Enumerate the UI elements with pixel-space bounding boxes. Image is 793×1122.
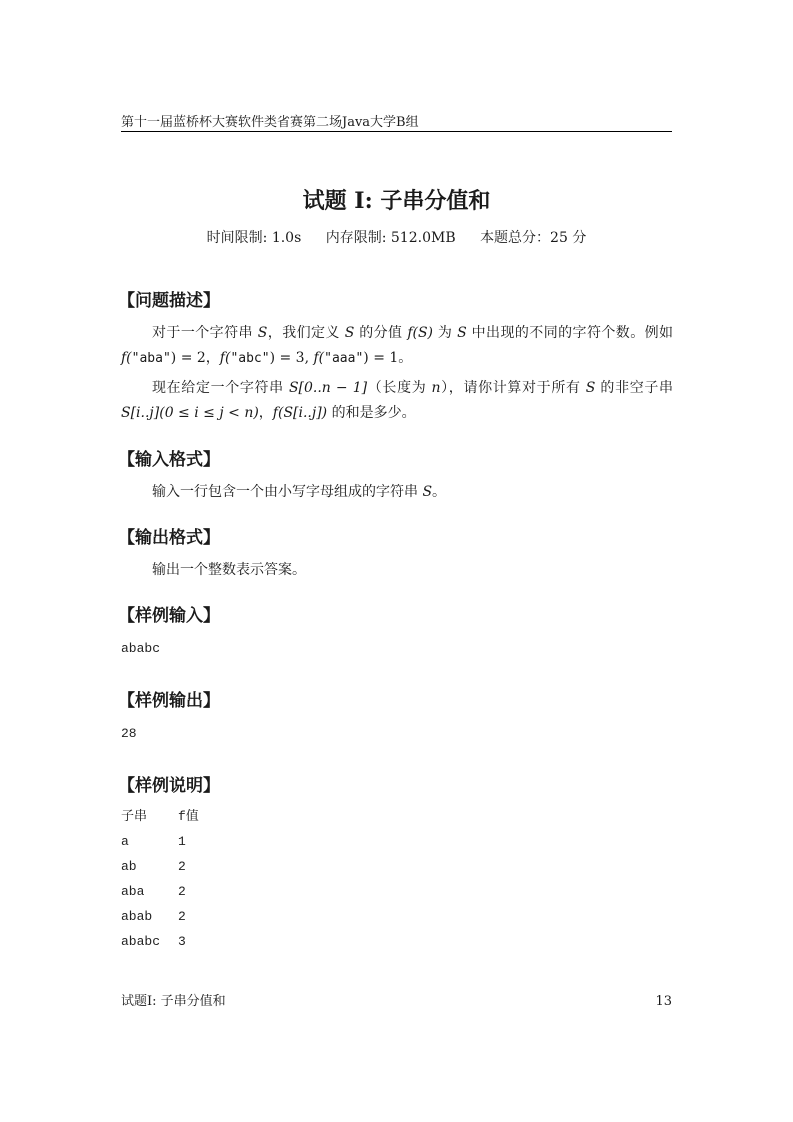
math-n: n bbox=[431, 380, 441, 396]
f-value-cell: 2 bbox=[178, 859, 186, 874]
f-value-cell: 2 bbox=[178, 909, 186, 924]
problem-limits bbox=[0, 228, 793, 248]
f-value-cell: 3 bbox=[178, 934, 186, 949]
text: ，我们定义 bbox=[267, 325, 345, 341]
output-format-heading: 【输出格式】 bbox=[118, 528, 220, 548]
text: 的和是多少。 bbox=[327, 405, 416, 421]
example-value: ) = 1。 bbox=[363, 350, 413, 366]
example-value: ) = 3, bbox=[269, 350, 314, 366]
math-f: f( bbox=[219, 350, 231, 366]
text: 的分值 bbox=[354, 325, 408, 341]
text: ），请你计算对于所有 bbox=[440, 380, 586, 396]
math-S: S bbox=[257, 325, 268, 341]
problem-title bbox=[0, 186, 793, 217]
page-footer bbox=[121, 993, 672, 1011]
description-heading: 【问题描述】 bbox=[118, 291, 220, 311]
substring-cell: aba bbox=[121, 884, 145, 899]
table-row bbox=[121, 933, 199, 958]
header-rule bbox=[121, 131, 672, 132]
memory-limit: 内存限制: 512.0MB bbox=[325, 230, 456, 246]
example-value: ) = 2， bbox=[170, 350, 220, 366]
time-limit: 时间限制: 1.0s bbox=[206, 230, 302, 246]
math-f: f( bbox=[121, 350, 132, 366]
input-format-text bbox=[121, 480, 673, 505]
substring-cell: ababc bbox=[121, 934, 161, 949]
page-number: 13 bbox=[655, 994, 672, 1009]
title-letter: I: bbox=[354, 188, 373, 214]
sample-input-heading: 【样例输入】 bbox=[118, 606, 220, 626]
substring-cell: abab bbox=[121, 909, 153, 924]
table-header-row bbox=[121, 808, 199, 833]
example-arg: "abc" bbox=[230, 351, 270, 366]
text: 中出现的不同的字符个数。例如 bbox=[466, 325, 674, 341]
text: 。 bbox=[432, 484, 447, 500]
math-S: S bbox=[457, 325, 467, 341]
footer-title: 试题I: 子串分值和 bbox=[121, 994, 226, 1009]
sample-explanation-table bbox=[121, 808, 199, 958]
text: 输入一行包含一个由小写字母组成的字符串 bbox=[152, 484, 423, 500]
example-arg: "aba" bbox=[131, 351, 171, 366]
running-header: 第十一届蓝桥杯大赛软件类省赛第二场Java大学B组 bbox=[121, 115, 419, 130]
math-S: S bbox=[585, 380, 596, 396]
f-value-cell: 1 bbox=[178, 834, 186, 849]
text: 对于一个字符串 bbox=[152, 325, 258, 341]
math-S: S bbox=[344, 325, 355, 341]
substring-cell: a bbox=[121, 834, 129, 849]
table-row bbox=[121, 908, 199, 933]
total-score: 本题总分：25 分 bbox=[480, 230, 587, 246]
table-row bbox=[121, 858, 199, 883]
math-fS: f(S) bbox=[407, 325, 434, 341]
sample-output-value: 28 bbox=[121, 726, 137, 741]
text: 为 bbox=[433, 325, 458, 341]
sample-output-heading: 【样例输出】 bbox=[118, 691, 220, 711]
column-header-f-value: f值 bbox=[178, 809, 199, 824]
description-paragraph-1 bbox=[121, 321, 673, 371]
text: 的非空子串 bbox=[595, 380, 674, 396]
example-arg: "aaa" bbox=[324, 351, 364, 366]
text: （长度为 bbox=[367, 380, 432, 396]
text: ， bbox=[258, 405, 273, 421]
substring-cell: ab bbox=[121, 859, 137, 874]
sample-input-value: ababc bbox=[121, 641, 161, 656]
math-f-substring: f(S[i..j]) bbox=[272, 405, 328, 421]
title-name: 子串分值和 bbox=[380, 189, 491, 214]
table-row bbox=[121, 833, 199, 858]
table-row bbox=[121, 883, 199, 908]
math-f: f( bbox=[313, 350, 325, 366]
title-prefix: 试题 bbox=[302, 189, 347, 214]
math-substring: S[i..j](0 ≤ i ≤ j < n) bbox=[121, 405, 259, 421]
output-format-text: 输出一个整数表示答案。 bbox=[152, 562, 306, 578]
input-format-heading: 【输入格式】 bbox=[118, 450, 220, 470]
text: 现在给定一个字符串 bbox=[152, 380, 289, 396]
math-S-range: S[0..n − 1] bbox=[288, 380, 368, 396]
f-value-cell: 2 bbox=[178, 884, 186, 899]
description-paragraph-2 bbox=[121, 376, 673, 426]
math-S: S bbox=[422, 484, 433, 500]
column-header-substring: 子串 bbox=[121, 809, 148, 824]
sample-explanation-heading: 【样例说明】 bbox=[118, 776, 220, 796]
